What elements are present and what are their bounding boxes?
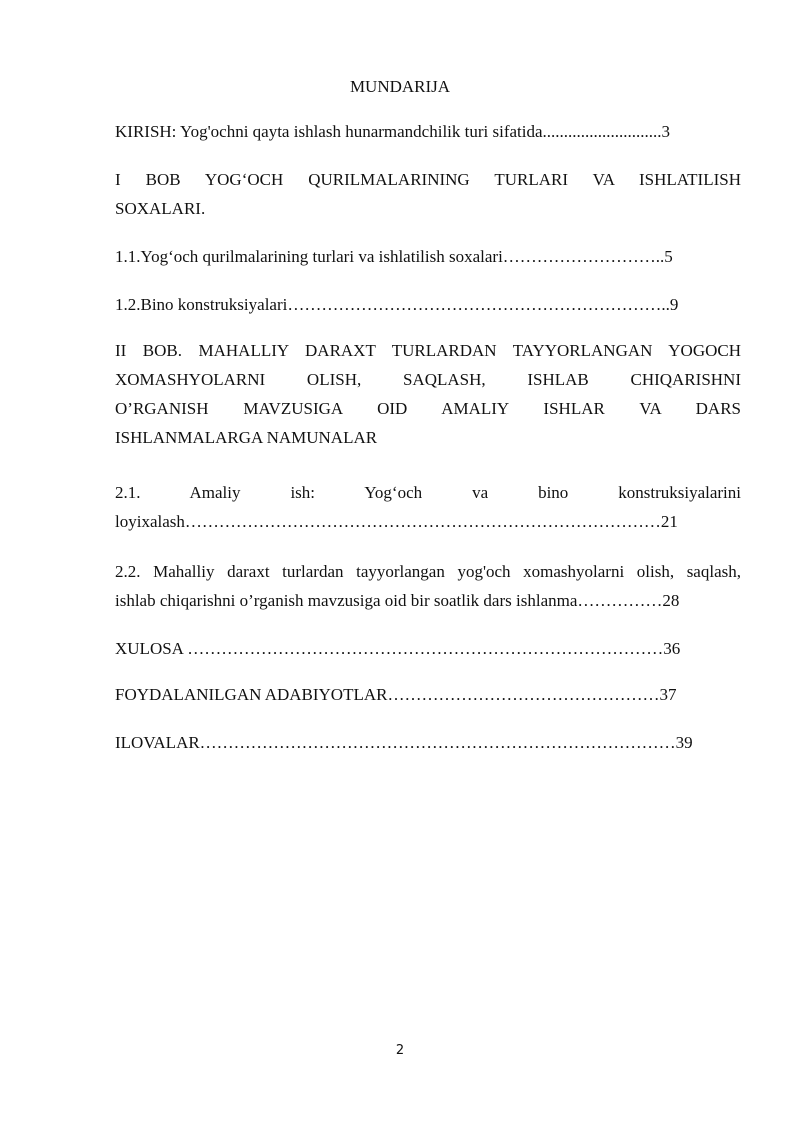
toc-line: ishlab chiqarishni o’rganish mavzusiga oid bir soatlik dars ishlanma……………28 bbox=[115, 591, 680, 610]
page-number: 2 bbox=[395, 1043, 405, 1058]
toc-entry-section-2-1 bbox=[115, 478, 741, 536]
toc-line: 2.1. Amaliy ish: Yog‘och va bino konstruksiyalarini bbox=[115, 483, 741, 502]
toc-line: KIRISH: Yog'ochni qayta ishlash hunarmandchilik turi sifatida............................3 bbox=[115, 122, 671, 141]
toc-line: 1.1.Yog‘och qurilmalarining turlari va ishlatilish soxalari………………………..5 bbox=[115, 247, 673, 266]
toc-entry-references bbox=[115, 680, 741, 709]
toc-line: 1.2.Bino konstruksiyalari…………………………………………………………..9 bbox=[115, 295, 679, 314]
toc-line: ILOVALAR…………………………………………………………………………39 bbox=[115, 733, 693, 752]
toc-line: SOXALARI. bbox=[115, 199, 206, 218]
toc-line: O’RGANISH MAVZUSIGA OID AMALIY ISHLAR VA DARS bbox=[115, 399, 741, 418]
toc-line: 2.2. Mahalliy daraxt turlardan tayyorlangan yog'och xomashyolarni olish, saqlash, bbox=[115, 562, 741, 581]
toc-line: II BOB. MAHALLIY DARAXT TURLARDAN TAYYORLANGAN YOGOCH bbox=[115, 341, 741, 360]
toc-entry-introduction bbox=[115, 117, 741, 146]
toc-entry-section-1-1 bbox=[115, 242, 741, 271]
toc-entry-chapter-1 bbox=[115, 165, 741, 223]
toc-line: XOMASHYOLARNI OLISH, SAQLASH, ISHLAB CHIQARISHNI bbox=[115, 370, 741, 389]
toc-title: MUNDARIJA bbox=[349, 77, 451, 96]
toc-line: XULOSA …………………………………………………………………………36 bbox=[115, 639, 681, 658]
toc-entry-chapter-2 bbox=[115, 336, 741, 452]
toc-line: ISHLANMALARGA NAMUNALAR bbox=[115, 428, 378, 447]
toc-line: loyixalash…………………………………………………………………………21 bbox=[115, 512, 678, 531]
toc-entry-appendices bbox=[115, 728, 741, 757]
toc-entry-conclusion bbox=[115, 634, 741, 663]
toc-entry-section-1-2 bbox=[115, 290, 741, 319]
toc-entry-section-2-2 bbox=[115, 557, 741, 615]
toc-line: I BOB YOG‘OCH QURILMALARINING TURLARI VA ISHLATILISH bbox=[115, 170, 741, 189]
toc-line: FOYDALANILGAN ADABIYOTLAR…………………………………………37 bbox=[115, 685, 677, 704]
